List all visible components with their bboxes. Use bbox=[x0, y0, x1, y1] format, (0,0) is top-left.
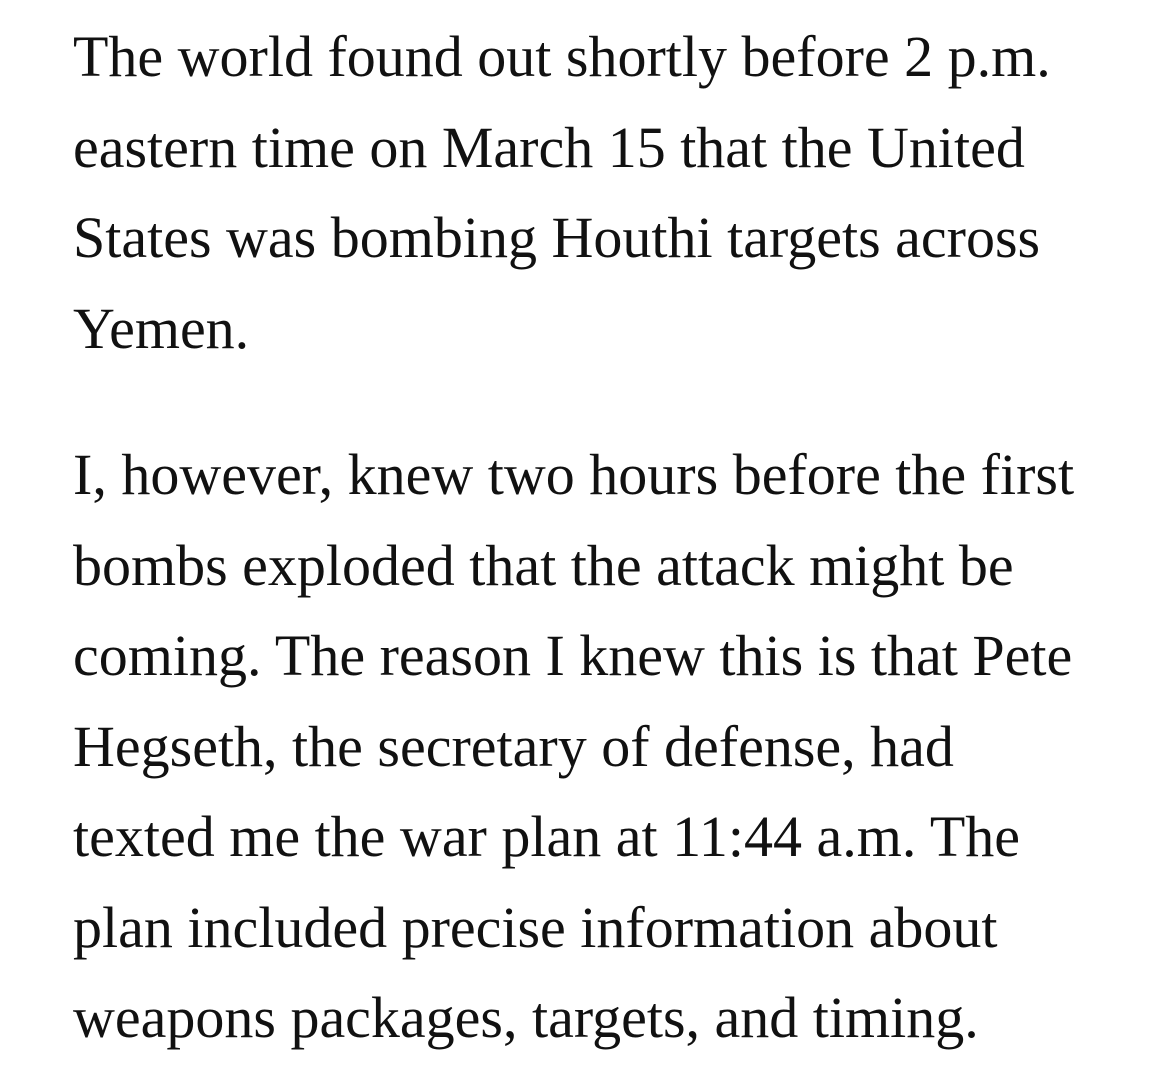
paragraph-1-line-3: States was bombing Houthi targets across bbox=[73, 205, 1041, 270]
paragraph-2 bbox=[73, 430, 1110, 1064]
paragraph-2-line-7: weapons packages, targets, and timing. bbox=[73, 985, 979, 1050]
paragraph-2-line-1: I, however, knew two hours before the first bbox=[73, 442, 1075, 507]
paragraph-2-line-6: plan included precise information about bbox=[73, 894, 998, 960]
paragraph-1-line-1: The world found out shortly before 2 p.m. bbox=[73, 24, 1051, 89]
paragraph-1-line-2: eastern time on March 15 that the United bbox=[73, 114, 1025, 180]
paragraph-2-line-4: Hegseth, the secretary of defense, had bbox=[73, 713, 954, 779]
paragraph-2-line-2: bombs exploded that the attack might be bbox=[73, 532, 1014, 598]
paragraph-2-line-5: texted me the war plan at 11:44 a.m. The bbox=[73, 804, 1021, 869]
paragraph-1 bbox=[73, 12, 1110, 374]
paragraph-2-line-3: coming. The reason I knew this is that Pete bbox=[73, 623, 1073, 688]
paragraph-1-line-4: Yemen. bbox=[73, 295, 250, 361]
